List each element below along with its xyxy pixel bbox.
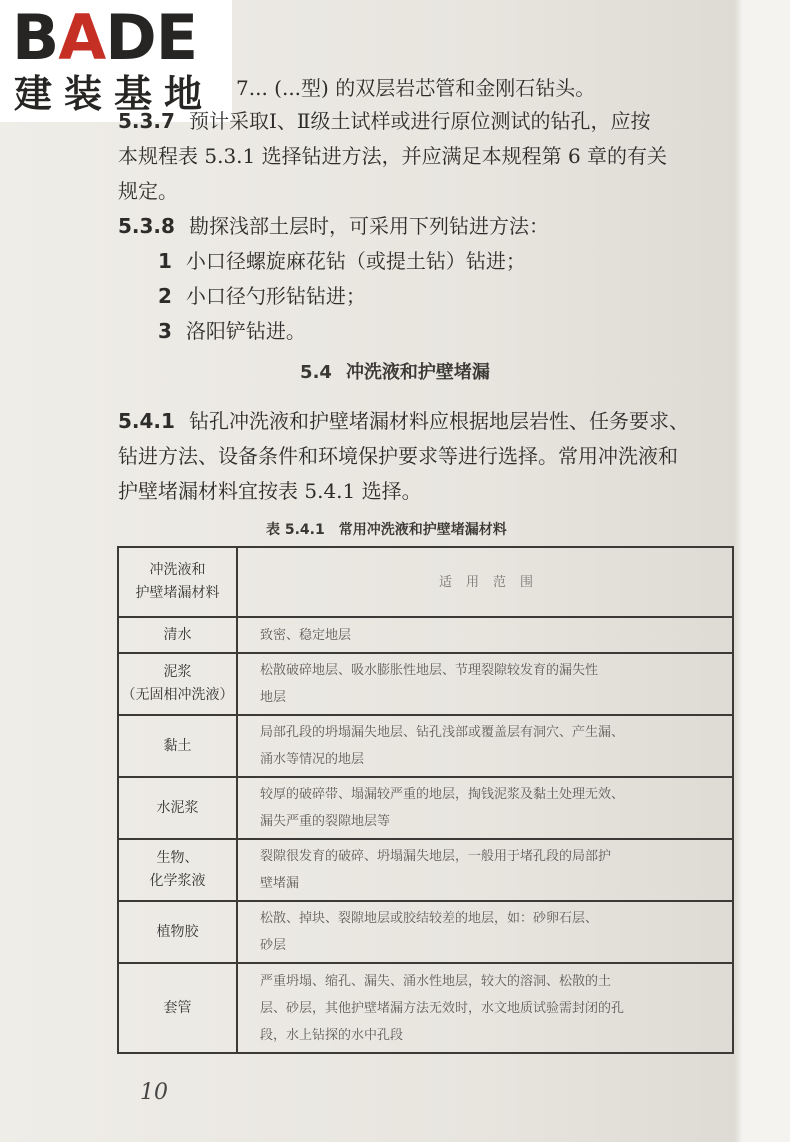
text-line: 7... (...型) 的双层岩芯管和金刚石钻头。: [236, 76, 596, 100]
logo-chinese-text: 建装基地: [14, 72, 215, 116]
table-row: 水泥浆 较厚的破碎带、塌漏较严重的地层，掏钱泥浆及黏土处理无效、 漏失严重的裂隙地层等: [118, 777, 733, 839]
materials-table: [117, 546, 734, 1054]
list-item: 2 小口径勺形钻钻进；: [158, 284, 366, 308]
table-row: 黏土 局部孔段的坍塌漏失地层、钻孔浅部或覆盖层有洞穴、产生漏、 涌水等情况的地层: [118, 715, 733, 777]
text-line: 本规程表 5.3.1 选择钻进方法，并应满足本规程第 6 章的有关: [118, 144, 668, 168]
list-item: 1 小口径螺旋麻花钻（或提土钻）钻进；: [158, 249, 526, 273]
table-row: 生物、 化学浆液 裂隙很发育的破碎、坍塌漏失地层，一般用于堵孔段的局部护 壁堵漏: [118, 839, 733, 901]
page-number: 10: [140, 1080, 168, 1105]
clause-5-3-8: 5.3.8 勘探浅部土层时，可采用下列钻进方法：: [118, 214, 549, 238]
table-row: 植物胶 松散、掉块、裂隙地层或胶结较差的地层，如：砂卵石层、 砂层: [118, 901, 733, 963]
watermark-logo: [0, 0, 232, 122]
clause-5-3-7: 5.3.7 预计采取Ⅰ、Ⅱ级土试样或进行原位测试的钻孔，应按: [118, 109, 651, 133]
table-row: 清水 致密、稳定地层: [118, 617, 733, 653]
header-scope: 适用范围: [237, 547, 733, 617]
table-caption: 表 5.4.1 常用冲洗液和护壁堵漏材料: [266, 522, 507, 538]
table-header-row: [118, 547, 733, 617]
text-line: 规定。: [118, 179, 178, 203]
text-line: 钻进方法、设备条件和环境保护要求等进行选择。常用冲洗液和: [118, 444, 678, 468]
table-row: 套管 严重坍塌、缩孔、漏失、涌水性地层，较大的溶洞、松散的土 层、砂层，其他护壁堵漏方法无效时，水文地质试验需封闭的孔 段，水上钻探的水中孔段: [118, 963, 733, 1053]
section-heading: 5.4 冲洗液和护壁堵漏: [300, 362, 490, 383]
header-material: 冲洗液和 护壁堵漏材料: [118, 547, 237, 617]
text-line: 护壁堵漏材料宜按表 5.4.1 选择。: [118, 479, 422, 503]
clause-5-4-1: 5.4.1 钻孔冲洗液和护壁堵漏材料应根据地层岩性、任务要求、: [118, 409, 689, 433]
logo-wordmark: BADE: [12, 1, 198, 74]
table-row: 泥浆 （无固相冲洗液） 松散破碎地层、吸水膨胀性地层、节理裂隙较发育的漏失性 地层: [118, 653, 733, 715]
list-item: 3 洛阳铲钻进。: [158, 319, 306, 343]
